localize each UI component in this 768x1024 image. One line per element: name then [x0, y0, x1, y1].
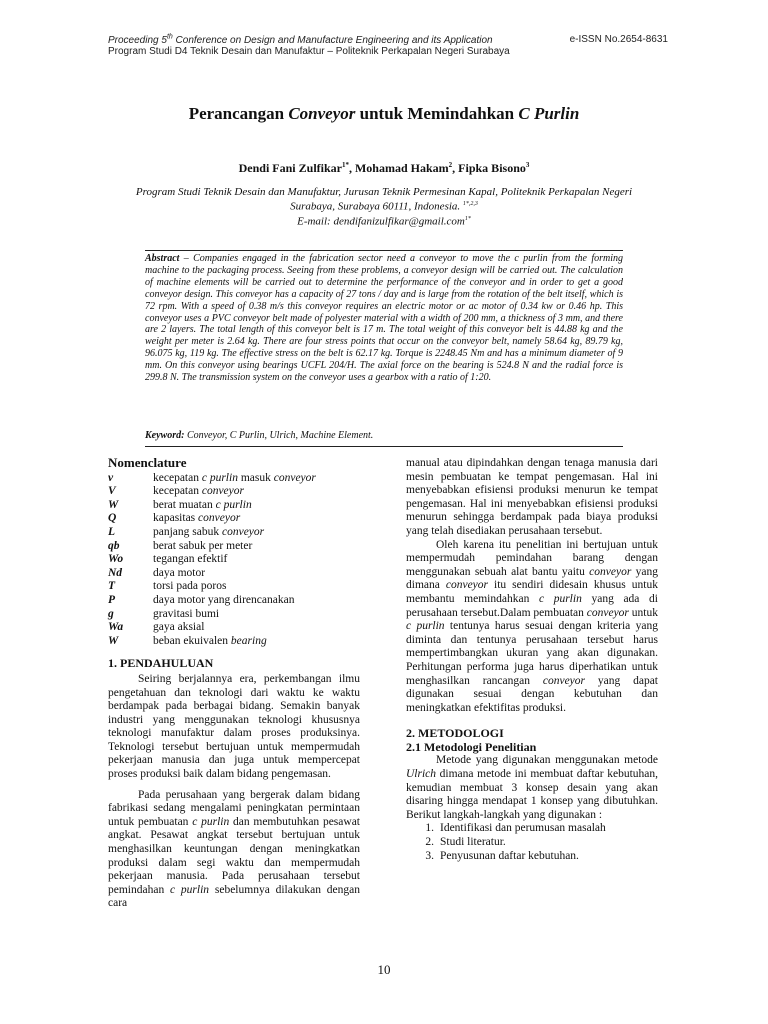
nomenclature-description [153, 472, 316, 486]
nomenclature-description [153, 608, 219, 622]
affiliation-line-2: Surabaya, Surabaya 60111, Indonesia. $^{1*,2,3}$ [290, 200, 478, 213]
step-text: Penyusunan daftar kebutuhan. [440, 849, 579, 862]
running-header-proceeding [108, 34, 668, 46]
italic-term: conveyor [542, 674, 586, 687]
author-list [0, 161, 768, 176]
text-run: torsi pada poros [153, 580, 227, 593]
abstract-label: Abstract [145, 253, 180, 264]
text-run: panjang sabuk [153, 525, 222, 538]
nomenclature-symbol: v [108, 471, 114, 484]
nomenclature-description [153, 499, 252, 513]
italic-term: c purlin [201, 471, 238, 484]
italic-term: c purlin [538, 592, 582, 605]
author-email: E-mail: dendifanizulfikar@gmail.com$^{1*}$ [297, 215, 471, 228]
nomenclature-list [108, 472, 360, 649]
affiliation-line-1: Program Studi Teknik Desain dan Manufaktur, Jurusan Teknik Permesinan Kapal, Politeknik Perkapalan Negeri [135, 186, 633, 198]
nomenclature-row [108, 472, 360, 486]
italic-term: c purlin [215, 498, 252, 511]
nomenclature-row [108, 485, 360, 499]
nomenclature-row [108, 512, 360, 526]
nomenclature-description [153, 526, 264, 540]
italic-term: Ulrich [406, 768, 437, 781]
intro-paragraph-3: manual atau dipindahkan dengan tenaga manusia dari mesin pembuatan ke tempat pengemasan. Hal ini menyebabkan efisiensi produksi menurun ke tempat pengemasan. Hal ini menyebabkan efisiensi produksi menurun sehingga berdampak pada biaya produksi yang telah disediakan perusahaan tersebut. [406, 457, 658, 537]
italic-term: conveyor [589, 565, 632, 578]
text-run: tegangan efektif [153, 553, 228, 566]
text-run: kapasitas [153, 512, 199, 525]
nomenclature-row [108, 567, 360, 581]
proceeding-title: Proceeding 5th Conference on Design and Manufacture Engineering and its Application [108, 34, 493, 47]
text-run: berat muatan [153, 498, 216, 511]
nomenclature-symbol: Wa [108, 621, 124, 634]
nomenclature-row [108, 621, 360, 635]
nomenclature-symbol: qb [108, 539, 120, 552]
nomenclature-row [108, 499, 360, 513]
nomenclature-symbol: W [108, 634, 119, 647]
nomenclature-description [153, 580, 226, 594]
nomenclature-heading: Nomenclature [108, 455, 187, 470]
nomenclature-row [108, 540, 360, 554]
subsection-2-1-heading: 2.1 Metodologi Penelitian [406, 739, 537, 754]
method-paragraph [406, 754, 658, 822]
nomenclature-symbol: Wo [108, 553, 124, 566]
issn-label: e-ISSN No.2654-8631 [569, 34, 668, 45]
nomenclature-symbol: Nd [108, 566, 123, 579]
step-number: 1. [425, 822, 434, 835]
text-run: beban ekuivalen [153, 634, 231, 647]
italic-term: bearing [230, 634, 267, 647]
method-steps-list [406, 822, 658, 863]
italic-term: conveyor [273, 471, 316, 484]
intro-paragraph-4 [406, 539, 658, 716]
italic-term: c purlin [406, 620, 445, 633]
text-run: berat sabuk per meter [153, 539, 253, 552]
method-step [406, 850, 658, 864]
text-run: kecepatan [153, 471, 202, 484]
text-run: dimana metode ini membuat daftar kebutuhan, kemudian membuat 3 konsep desain yang akan disaring hingga mendapat 1 konsep yang dibutuhkan. Berikut langkah-langkah yang digunakan : [406, 768, 658, 821]
author-2: Mohamad Hakam$^2$, [354, 161, 459, 175]
step-number: 3. [425, 849, 434, 862]
text-run: kecepatan [153, 485, 202, 498]
nomenclature-row [108, 526, 360, 540]
nomenclature-symbol: P [108, 593, 116, 606]
text-run: yang ada di perusahaan tersebut.Dalam pembuatan [406, 592, 658, 619]
text-run: untuk [628, 606, 658, 619]
abstract-top-rule [145, 250, 623, 251]
nomenclature-symbol: T [108, 580, 116, 593]
text-run: yang dapat digunakan sesuai dengan kebutuhan dan meningkatkan efektifitas produksi. [406, 674, 658, 714]
italic-term: conveyor [445, 579, 489, 592]
author-3: Fipka Bisono$^3$ [458, 161, 530, 175]
nomenclature-symbol: L [108, 525, 116, 538]
nomenclature-row [108, 608, 360, 622]
nomenclature-description [153, 512, 240, 526]
text-run: masuk [237, 471, 274, 484]
italic-term: conveyor [198, 512, 241, 525]
nomenclature-row [108, 594, 360, 608]
abstract-bottom-rule [145, 446, 623, 447]
abstract: Abstract – Companies engaged in the fabrication sector need a conveyor to move the c purlin from the forming machine to the packaging process. Seeing from these problems, a conveyor design will be carried out. The calculation of machine elements will be carried out to determine the performance of the conveyor and in order to get a good conveyor design. This conveyor has a capacity of 27 tons / day and is large from the rotation of the belt itself, which is 72 rpm. With a speed of 0.38 m/s this conveyor requires an electric motor or ac motor of 0.34 kw or 0.46 hp. This conveyor uses a PVC conveyor belt made of polyester material with a width of 200 mm, a thickness of 3 mm, and there are 2 layers. The total length of this conveyor belt is 17 m. The total weight of this conveyor belt is 44.88 kg and the weight per meter is 2.64 kg. There are four stress points that occur on the conveyor belt, namely 58.64 kg, 89.79 kg, 96.075 kg, 119 kg. The effective stress on the belt is 62.17 kg. Torque is 2248.45 Nm and has a minimum diameter of 9 mm. On this conveyor using bearings UCFL 204/H. The axial force on the bearing is 524.8 N and the radial force is 299.8 N. The transmission system on the conveyor uses a gearbox with a ratio of 1:20. [145, 253, 623, 384]
abstract-text: Companies engaged in the fabrication sector need a conveyor to move the c purlin from the forming machine to the packaging process. Seeing from these problems, a conveyor design will be carried out. The calculation of machine elements will be carried out to determine the performance of the conveyor and in order to get a good conveyor design. This conveyor has a capacity of 27 tons / day and is large from the rotation of the belt itself, which is 72 rpm. With a speed of 0.38 m/s this conveyor requires an electric motor or ac motor of 0.34 kw or 0.46 hp. This conveyor uses a PVC conveyor belt made of polyester material with a width of 200 mm, a thickness of 3 mm, and there are 2 layers. The total length of this conveyor belt is 17 m. The total weight of this conveyor belt is 44.88 kg and the weight per meter is 2.64 kg. There are four stress points that occur on the conveyor belt, namely 58.64 kg, 89.79 kg, 96.075 kg, 119 kg. The effective stress on the belt is 62.17 kg. Torque is 2248.45 Nm and has a minimum diameter of 9 mm. On this conveyor using bearings UCFL 204/H. The axial force on the bearing is 524.8 N and the radial force is 299.8 N. The transmission system on the conveyor uses a gearbox with a ratio of 1:20. [145, 253, 623, 384]
method-step [406, 836, 658, 850]
running-header-program: Program Studi D4 Teknik Desain dan Manufaktur – Politeknik Perkapalan Negeri Surabaya [108, 46, 510, 57]
intro-paragraph-1: Seiring berjalannya era, perkembangan ilmu pengetahuan dan teknologi dari waktu ke waktu berdampak pada berbagai bidang. Semakin banyak industri yang menggunakan teknologi khususnya teknologi manufaktur dalam proses produksinya. Teknologi tersebut bertujuan untuk mempermudah pekerjaan manusia dan juga untuk mempercepat proses produksi baik dalam bidang pengemasan. [108, 672, 360, 781]
left-column [108, 456, 360, 911]
nomenclature-description [153, 594, 294, 608]
text-run: itu sendiri didesain khusus untuk membantu memindahkan [406, 579, 658, 605]
step-number: 2. [425, 836, 434, 849]
nomenclature-description [153, 553, 227, 567]
text-run: gaya aksial [153, 621, 205, 634]
method-step [406, 822, 658, 836]
text-run: Metode yang digunakan menggunakan metode [436, 754, 658, 767]
text-run: Pada perusahaan yang bergerak dalam bidang fabrikasi sedang mengalami peningkatan permintaan untuk pembuatan [108, 788, 360, 828]
nomenclature-description [153, 540, 252, 554]
keywords: Keyword: Conveyor, C Purlin, Ulrich, Machine Element. [145, 430, 374, 441]
paper-title: Perancangan Conveyor untuk Memindahkan C Purlin [188, 104, 580, 123]
italic-term: c purlin [192, 815, 230, 828]
affiliation [110, 186, 658, 227]
nomenclature-row [108, 580, 360, 594]
italic-term: conveyor [586, 606, 629, 619]
italic-term: c purlin [170, 883, 210, 896]
nomenclature-symbol: g [108, 607, 114, 620]
nomenclature-description [153, 621, 204, 635]
keyword-label: Keyword: [145, 430, 185, 441]
author-1: Dendi Fani Zulfikar$^{1*}$, [238, 161, 355, 175]
nomenclature-description [153, 567, 205, 581]
nomenclature-symbol: W [108, 498, 119, 511]
italic-term: conveyor [201, 485, 244, 498]
section-1-heading: 1. PENDAHULUAN [108, 656, 214, 671]
text-run: tentunya harus sesuai dengan kriteria yang diminta dan tentunya perusahaan tersebut harus mempertimbangkan ukuran yang akan digunakan. Perhitungan performa juga harus diperhatikan untuk menghasilkan rancangan [406, 620, 658, 687]
nomenclature-row [108, 635, 360, 649]
section-2-heading: 2. METODOLOGI [406, 726, 504, 741]
text-run: sebelumnya dilakukan dengan cara [108, 883, 360, 910]
text-run: daya motor yang direncanakan [153, 593, 295, 606]
nomenclature-description [153, 635, 267, 649]
nomenclature-row [108, 553, 360, 567]
text-run: gravitasi bumi [153, 607, 220, 620]
page-number: 10 [377, 962, 391, 977]
step-text: Studi literatur. [440, 836, 506, 849]
nomenclature-symbol: Q [108, 512, 117, 525]
text-run: daya motor [153, 566, 206, 579]
italic-term: conveyor [221, 525, 265, 538]
intro-paragraph-2 [108, 789, 360, 911]
text-run: dan membutuhkan pesawat angkat. Pesawat angkat tersebut bertujuan untuk menghasilkan keuntungan dengan meningkatkan produksi dalam segi waktu dan mempermudah pekerjaan manusia. Pada perusahaan tersebut pemindahan [108, 815, 360, 896]
text-run: Oleh karena itu penelitian ini bertujuan untuk mempermudah pemindahan barang dengan menggunakan sebuah alat bantu yaitu [406, 538, 658, 578]
nomenclature-description [153, 485, 244, 499]
nomenclature-symbol: V [108, 485, 116, 498]
text-run: yang dimana [406, 565, 658, 592]
right-column [406, 457, 658, 863]
step-text: Identifikasi dan perumusan masalah [440, 822, 606, 835]
